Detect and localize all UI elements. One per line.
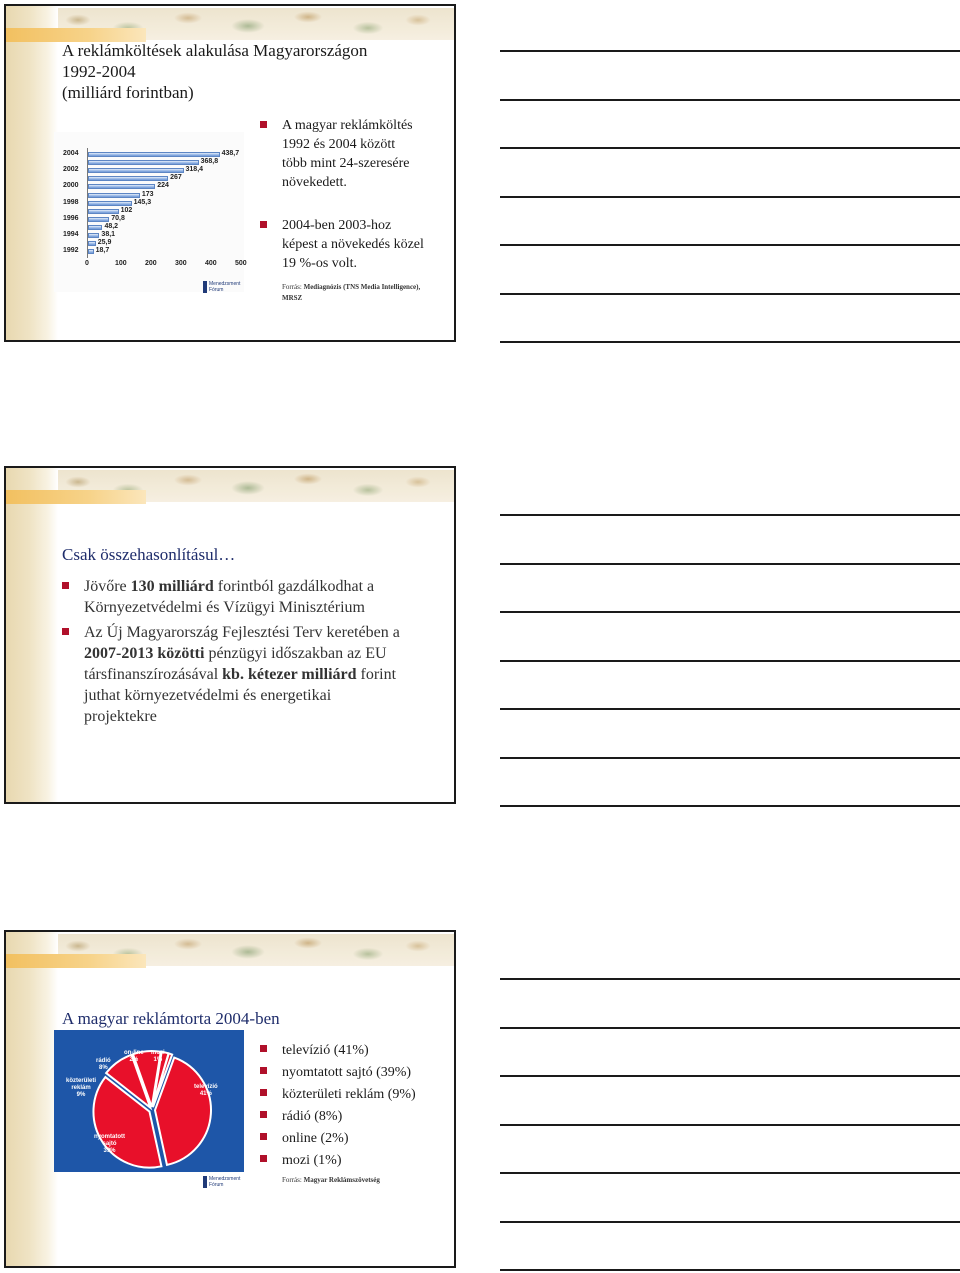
bar (88, 225, 102, 230)
list-item-label: online (2%) (282, 1131, 349, 1146)
bullet-icon (260, 221, 267, 228)
logo: Menedzsment Fórum (203, 281, 240, 293)
note-line (500, 1124, 960, 1126)
note-line (500, 147, 960, 149)
bar (88, 233, 99, 238)
bar-label: 368,8 (200, 158, 219, 166)
bar (88, 152, 220, 157)
slide-3 (4, 930, 456, 1268)
bar (88, 241, 96, 246)
slide-bg-left (6, 6, 58, 340)
list-item (260, 1084, 416, 1106)
x-tick-label: 500 (235, 260, 247, 267)
bar-label: 102 (120, 206, 133, 214)
bar (88, 176, 168, 181)
y-tick-label: 1992 (63, 247, 79, 255)
list-item (260, 1106, 416, 1128)
bar (88, 217, 109, 222)
y-tick-label: 1998 (63, 198, 79, 206)
bar (88, 201, 132, 206)
list-item-label: rádió (8%) (282, 1109, 343, 1124)
bar (88, 209, 119, 214)
note-line (500, 50, 960, 52)
pie-label-nyomtatott: nyomtatott sajtó 39% (94, 1134, 125, 1154)
bullet-list (260, 1040, 416, 1172)
slide-2 (4, 466, 456, 804)
y-tick-label: 1996 (63, 214, 79, 222)
y-tick-label: 2002 (63, 166, 79, 174)
list-item: A magyar reklámköltés 1992 és 2004 között több mint 24-szeresére növekedett. (260, 116, 424, 192)
list-item-label: mozi (1%) (282, 1153, 342, 1168)
list-item-label: nyomtatott sajtó (39%) (282, 1065, 412, 1080)
bullet-icon (260, 1045, 267, 1052)
note-line (500, 196, 960, 198)
pie-chart (54, 1030, 244, 1172)
y-tick-label: 1994 (63, 231, 79, 238)
note-line (500, 1172, 960, 1174)
list-item-label: televízió (41%) (282, 1043, 369, 1058)
bullet-icon (260, 1155, 267, 1162)
note-line (500, 660, 960, 662)
bullet-icon (62, 628, 69, 635)
bullet-icon (260, 1089, 267, 1096)
bullet-icon (260, 1133, 267, 1140)
bar-label: 173 (141, 190, 154, 198)
slide-title: A magyar reklámtorta 2004-ben (62, 1009, 280, 1028)
bar-label: 25,9 (97, 239, 112, 247)
x-tick-label: 0 (85, 260, 89, 267)
y-tick-label: 2004 (63, 150, 79, 157)
bar-label: 224 (157, 182, 169, 190)
bar-label: 48,2 (104, 222, 119, 230)
pie-label-mozi: mozi 1% (151, 1050, 165, 1063)
pie-chart-svg (54, 1030, 244, 1172)
y-tick-label: 2000 (63, 182, 79, 190)
bullet-list (260, 116, 424, 273)
bullet-list (62, 576, 400, 727)
bar (88, 184, 155, 189)
accent-bar (6, 954, 146, 968)
note-line (500, 978, 960, 980)
bar-label: 38,1 (101, 231, 116, 238)
bullet-icon (260, 1111, 267, 1118)
list-item (260, 1128, 416, 1150)
x-tick-label: 400 (205, 260, 217, 267)
bar-label: 267 (170, 174, 182, 182)
pie-label-online: on-line 2% (124, 1050, 144, 1063)
list-item (260, 1040, 416, 1062)
slide-title: Csak összehasonlításul… (62, 545, 236, 564)
bar-label: 70,8 (111, 214, 125, 222)
bar-chart (54, 132, 247, 292)
note-line (500, 293, 960, 295)
x-tick-label: 300 (175, 260, 187, 267)
note-line (500, 341, 960, 343)
pie-label-kozteruleti: közterületi reklám 9% (66, 1078, 97, 1098)
source-note: Forrás: Mediagnózis (TNS Media Intelligence), MRSZ (282, 283, 421, 302)
slide-1 (4, 4, 456, 342)
bullet-icon (260, 121, 267, 128)
note-line (500, 708, 960, 710)
source-note: Forrás: Magyar Reklámszövetség (282, 1176, 380, 1184)
bar (88, 249, 94, 254)
note-line (500, 1221, 960, 1223)
bar-label: 145,3 (133, 198, 152, 206)
pie-label-radio: rádió 8% (96, 1058, 111, 1071)
bar-label: 438,7 (221, 150, 240, 157)
slide-bg-left (6, 468, 58, 802)
slide-bg-left (6, 932, 58, 1266)
x-tick-label: 200 (145, 260, 157, 267)
note-line (500, 611, 960, 613)
note-line (500, 244, 960, 246)
list-item (260, 1150, 416, 1172)
bar (88, 193, 140, 198)
x-tick-label: 100 (115, 260, 127, 267)
list-item: Jövőre 130 milliárd forintból gazdálkodhat a Környezetvédelmi és Vízügyi Minisztérium (62, 576, 400, 618)
list-item: 2004-ben 2003-hoz képest a növekedés közel 19 %-os volt. (260, 216, 424, 273)
note-line (500, 1075, 960, 1077)
bullet-icon (260, 1067, 267, 1074)
note-line (500, 1027, 960, 1029)
logo: Menedzsment Fórum (203, 1176, 240, 1188)
list-item: Az Új Magyarország Fejlesztési Terv keretében a 2007-2013 közötti pénzügyi időszakban az EU társfinanszírozásával kb. kétezer milliárd forint juthat környezetvédelmi és energetikai projektekre (62, 622, 400, 727)
slide-title: A reklámköltések alakulása Magyarországon 1992-2004 (milliárd forintban) (62, 41, 368, 102)
bar (88, 168, 184, 173)
note-line (500, 805, 960, 807)
note-line (500, 563, 960, 565)
bullet-icon (62, 582, 69, 589)
note-line (500, 1269, 960, 1271)
bar (88, 160, 199, 165)
note-line (500, 99, 960, 101)
note-line (500, 757, 960, 759)
bar-label: 318,4 (185, 166, 204, 174)
accent-bar (6, 490, 146, 504)
bar-label: 18,7 (95, 247, 110, 255)
pie-label-televizio: televízió 41% (194, 1084, 218, 1097)
note-line (500, 514, 960, 516)
list-item (260, 1062, 416, 1084)
list-item-label: közterületi reklám (9%) (282, 1087, 416, 1102)
